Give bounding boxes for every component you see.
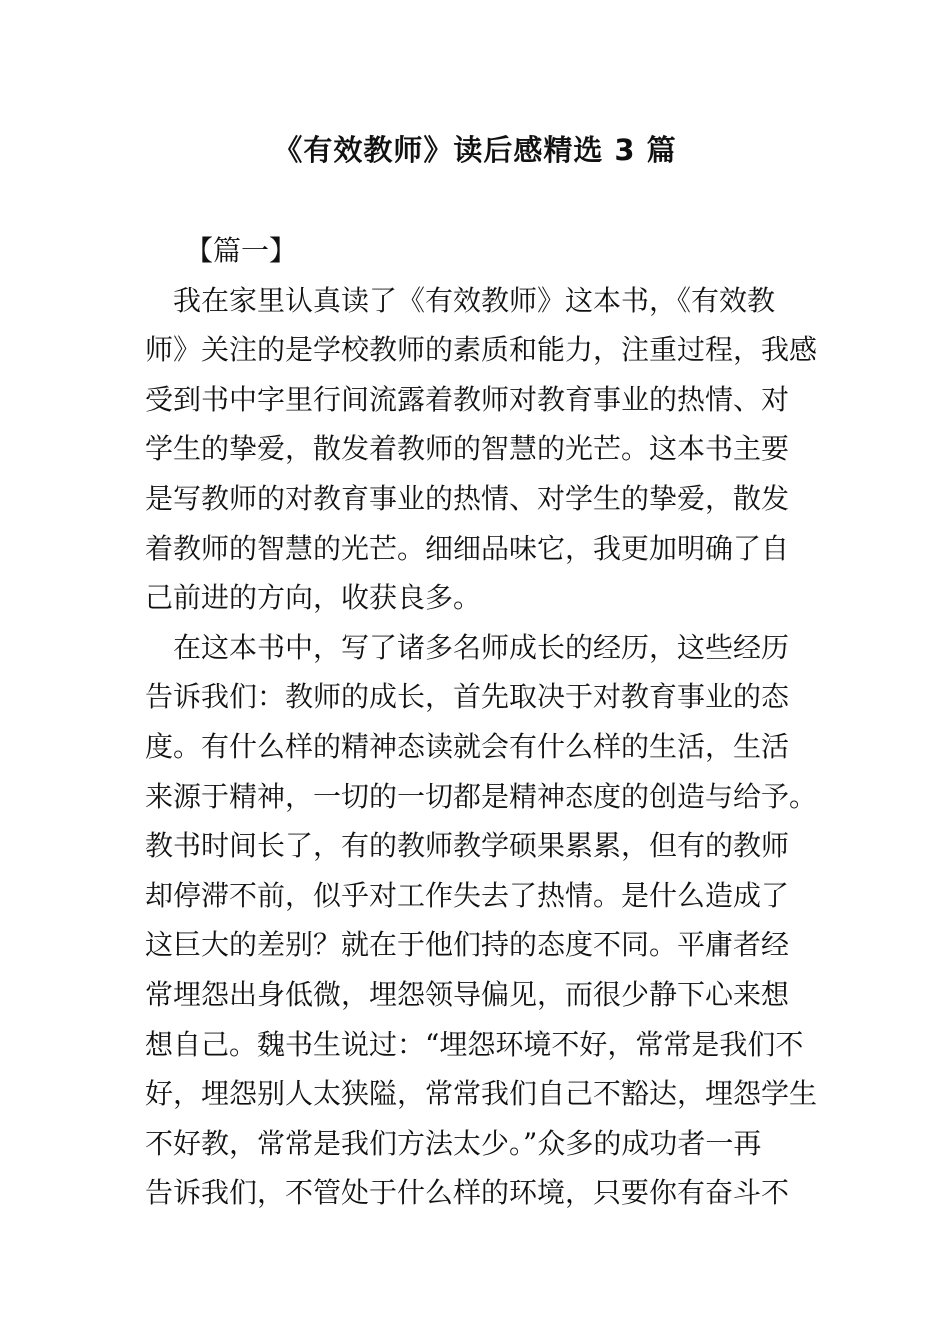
body-line: 这巨大的差别？就在于他们持的态度不同。平庸者经 [145, 928, 790, 962]
body-line: 告诉我们，不管处于什么样的环境，只要你有奋斗不 [145, 1176, 790, 1210]
body-line: 告诉我们：教师的成长，首先取决于对教育事业的态 [145, 680, 790, 714]
body-line: 在这本书中，写了诸多名师成长的经历，这些经历 [145, 630, 790, 664]
body-line: 是写教师的对教育事业的热情、对学生的挚爱，散发 [145, 481, 790, 515]
body-line: 却停滞不前，似乎对工作失去了热情。是什么造成了 [145, 878, 790, 912]
body-line: 常埋怨出身低微，埋怨领导偏见，而很少静下心来想 [145, 977, 790, 1011]
section-heading: 【篇一】 [185, 234, 298, 267]
body-line: 想自己。魏书生说过：“埋怨环境不好，常常是我们不 [145, 1027, 804, 1061]
body-line: 来源于精神，一切的一切都是精神态度的创造与给予。 [145, 779, 818, 813]
body-line: 学生的挚爱，散发着教师的智慧的光芒。这本书主要 [145, 432, 790, 466]
document-body [145, 226, 818, 1218]
body-line: 着教师的智慧的光芒。细细品味它，我更加明确了自 [145, 531, 790, 565]
body-line: 己前进的方向，收获良多。 [145, 581, 482, 615]
body-line: 不好教，常常是我们方法太少。”众多的成功者一再 [145, 1126, 762, 1160]
body-line: 度。有什么样的精神态读就会有什么样的生活，生活 [145, 729, 790, 763]
body-line: 教书时间长了，有的教师教学硕果累累，但有的教师 [145, 829, 790, 863]
body-line: 受到书中字里行间流露着教师对教育事业的热情、对 [145, 382, 790, 416]
body-line: 师》关注的是学校教师的素质和能力，注重过程，我感 [145, 333, 818, 367]
body-line: 好，埋怨别人太狭隘，常常我们自己不豁达，埋怨学生 [145, 1077, 818, 1111]
document-title: 《有效教师》读后感精选 3 篇 [273, 133, 677, 167]
body-line: 我在家里认真读了《有效教师》这本书，《有效教 [145, 283, 776, 317]
